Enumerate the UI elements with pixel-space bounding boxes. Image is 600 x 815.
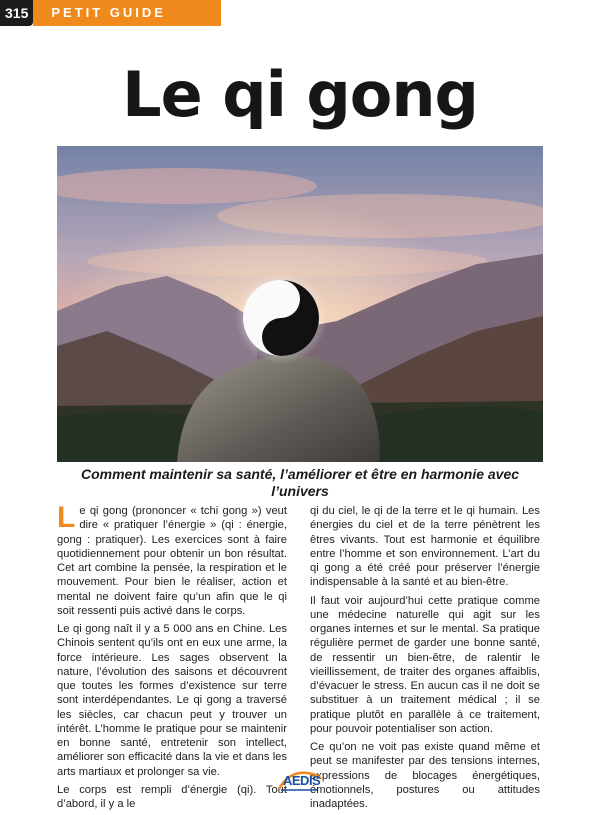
cover-illustration — [57, 146, 543, 462]
intro-paragraph-text: e qi gong (prononcer « tchi gong ») veut dire « pratiquer l’énergie » (qi : énergie, gong : pratiquer). Les exercices sont à faire quotidiennement pour obtenir un bon résultat. Cet art combine la pensée, la respiration et le mouvement. Pour bien le réaliser, action et mental ne doivent faire qu’un afin que le qi soit ressenti puis activé dans le corps. — [57, 505, 287, 617]
energy-paragraph-start: Le corps est rempli d’énergie (qi). Tout d’abord, il y a le — [57, 783, 287, 810]
intro-paragraph — [57, 501, 287, 618]
subtitle: Comment maintenir sa santé, l’améliorer et être en harmonie avec l’univers — [80, 466, 520, 499]
right-text-column — [310, 504, 540, 815]
series-number: 315 — [0, 0, 33, 26]
medicine-paragraph: Il faut voir aujourd’hui cette pratique comme une médecine naturelle qui agit sur les organes internes et sur le mental. Sa pratique régulière permet de garder une bonne santé, de ressentir un bien-être, de ralentir le vieillissement, de traiter des organes affaiblis, d’évacuer le stress. En aucun cas il ne doit se substituer à un traitement médical ; il se pratique plutôt en parallèle à ce traitement, pour pouvoir potentialiser son action. — [310, 594, 540, 735]
blockages-paragraph: Ce qu’on ne voit pas existe quand même et peut se manifester par des tensions internes, expressions de blocages énergétiques, émotionnels, postures ou attitudes inadaptées. — [310, 741, 540, 810]
drop-cap: L — [57, 501, 76, 534]
publisher-logo — [277, 769, 323, 791]
series-label: PETIT GUIDE — [33, 0, 221, 26]
yin-yang-landscape-image — [57, 146, 543, 462]
history-paragraph: Le qi gong naît il y a 5 000 ans en Chine. Les Chinois sentent qu’ils ont en eux une arme, la force intérieure. Les sages observent la nature, l’évolution des saisons et découvrent que toutes les formes d’existence sur terre sont interdépendantes. Le qi gong a traversé les siècles, car chacun peut y trouver un intérêt. L’homme le pratique pour se maintenir en bonne santé, entretenir son intellect, améliorer son efficacité dans la vie et dans les arts martiaux et prolonger sa vie. — [57, 623, 287, 778]
energy-paragraph-continued: qi du ciel, le qi de la terre et le qi humain. Les énergies du ciel et de la terre pénètrent les êtres vivants. Tout est harmonie et équilibre entre l’homme et son environnement. L’art du qi gong a été créé pour préserver l’énergie indispensable à la santé et au bien-être. — [310, 505, 540, 589]
series-badge — [0, 0, 221, 26]
publisher-name: AEDIS — [283, 773, 321, 788]
page-title: Le qi gong — [122, 58, 478, 131]
left-text-column — [57, 501, 287, 815]
